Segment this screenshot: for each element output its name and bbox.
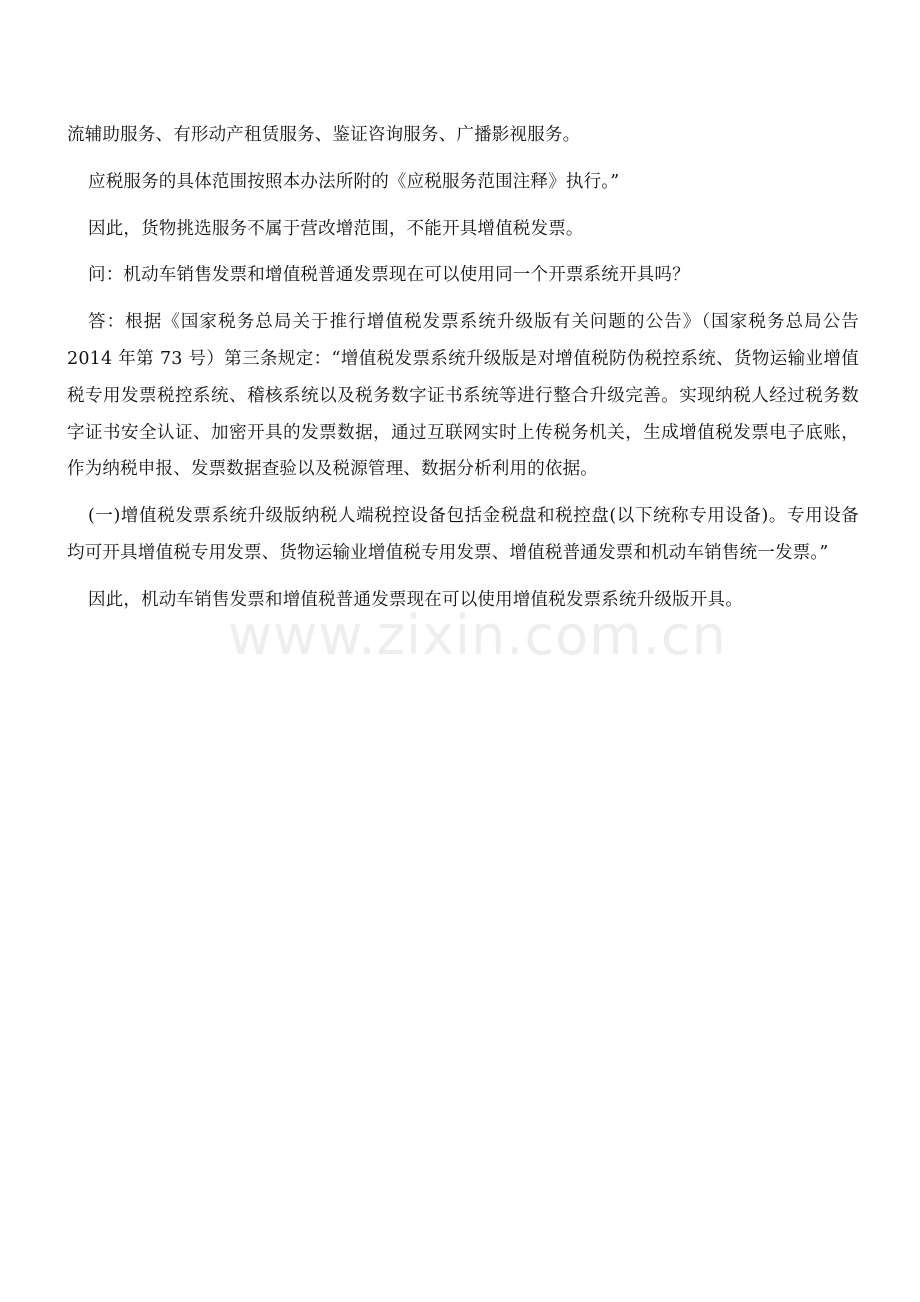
paragraph-conclusion-selection: 因此，货物挑选服务不属于营改增范围，不能开具增值税发票。 — [88, 218, 584, 239]
paragraph-clause-one: (一)增值税发票系统升级版纳税人端税控设备包括金税盘和税控盘(以下统称专用设备)。专用设备均可开具增值税专用发票、货物运输业增值税专用发票、增值税普通发票和机动车销售统一发票。” — [67, 506, 859, 563]
paragraph-answer: 答：根据《国家税务总局关于推行增值税发票系统升级版有关问题的公告》（国家税务总局公告 2014 年第 73 号）第三条规定：“增值税发票系统升级版是对增值税防伪税控系统、货物运输业增值税专用发票税控系统、稽核系统以及税务数字证书系统等进行整合升级完善。实现纳税人经过税务数字证书安全认证、加密开具的发票数据，通过互联网实时上传税务机关，生成增值税发票电子底账，作为纳税申报、发票数据查验以及税源管理、数据分析利用的依据。 — [67, 312, 859, 480]
paragraph-question: 问：机动车销售发票和增值税普通发票现在可以使用同一个开票系统开具吗？ — [88, 265, 690, 286]
paragraph-continuation: 流辅助服务、有形动产租赁服务、鉴证咨询服务、广播影视服务。 — [67, 125, 581, 145]
watermark: www.zixin.com.cn — [228, 604, 727, 667]
paragraph-scope-note: 应税服务的具体范围按照本办法所附的《应税服务范围注释》执行。” — [88, 171, 620, 192]
paragraph-conclusion-vehicle: 因此，机动车销售发票和增值税普通发票现在可以使用增值税发票系统升级版开具。 — [88, 589, 743, 610]
document-body — [67, 117, 859, 629]
